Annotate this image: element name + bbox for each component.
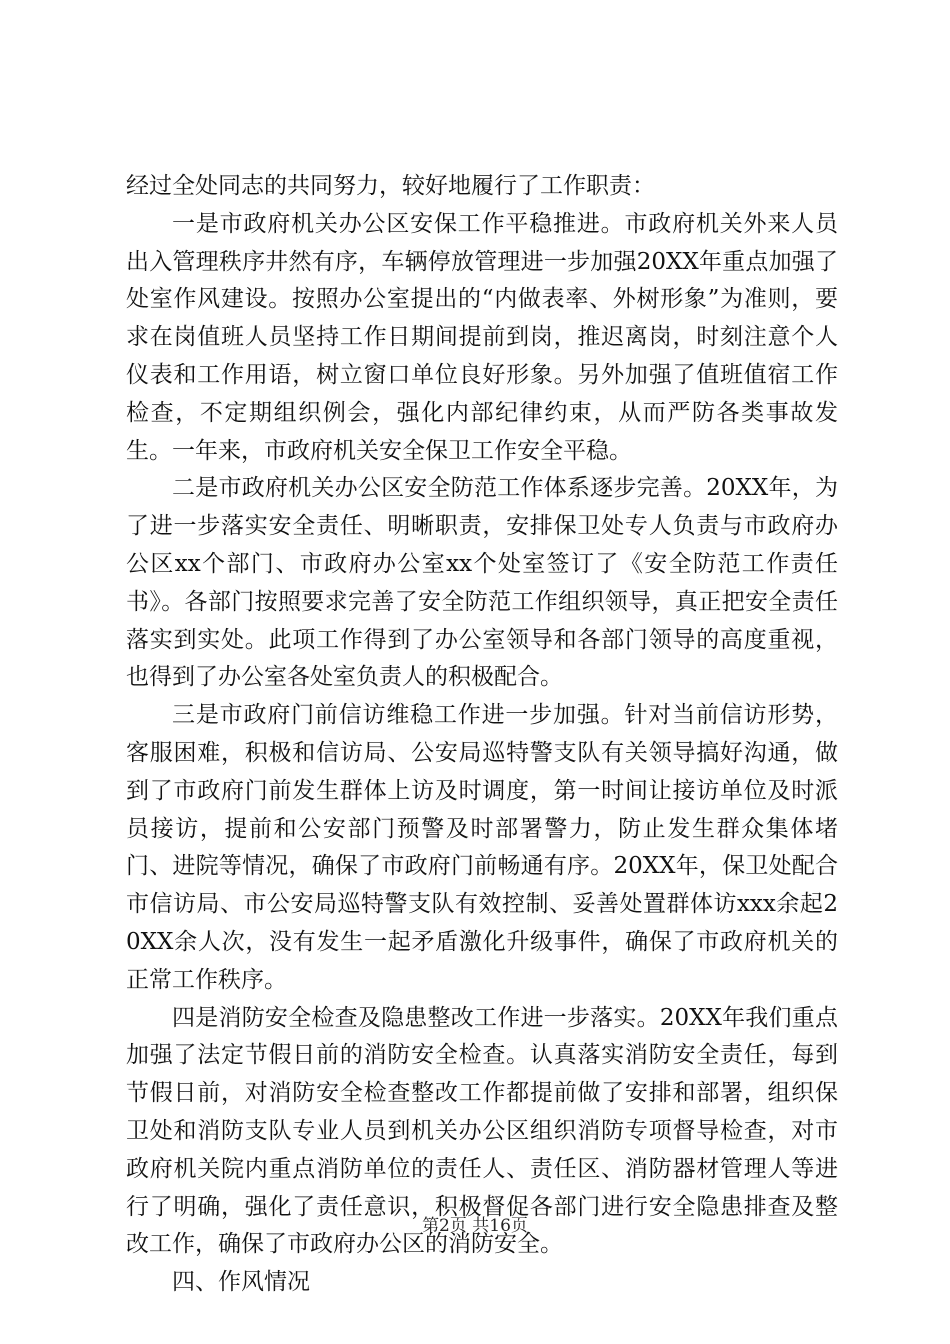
section-heading-work-style: 四、作风情况 (172, 1269, 310, 1296)
paragraph-fire-safety: 四是消防安全检查及隐患整改工作进一步落实。20XX年我们重点加强了法定节假日前的消防安全检查。认真落实消防安全责任，每到节假日前，对消防安全检查整改工作都提前做了安排和部署，组织保卫处和消防支队专业人员到机关办公区组织消防专项督导检查，对市政府机关院内重点消防单位的责任人、责任区、消防器材管理人等进行了明确，强化了责任意识，积极督促各部门进行安全隐患排查及整改工作，确保了市政府办公区的消防安全。 (126, 1004, 838, 1258)
paragraph-petition-stability: 三是市政府门前信访维稳工作进一步加强。针对当前信访形势，客服困难，积极和信访局、公安局巡特警支队有关领导搞好沟通，做到了市政府门前发生群体上访及时调度，第一时间让接访单位及时派员接访，提前和公安部门预警及时部署警力，防止发生群众集体堵门、进院等情况，确保了市政府门前畅通有序。20XX年，保卫处配合市信访局、市公安局巡特警支队有效控制、妥善处置群体访xxx余起20XX余人次，没有发生一起矛盾激化升级事件，确保了市政府机关的正常工作秩序。 (126, 702, 838, 993)
page-number-footer: 第2页 共16页 (422, 1216, 528, 1236)
paragraph-continuation: 经过全处同志的共同努力，较好地履行了工作职责： (126, 173, 655, 199)
document-body (126, 168, 838, 1302)
paragraph-prevention-system: 二是市政府机关办公区安全防范工作体系逐步完善。20XX年，为了进一步落实安全责任、明晰职责，安排保卫处专人负责与市政府办公区xx个部门、市政府办公室xx个处室签订了《安全防范工作责任书》。各部门按照要求完善了安全防范工作组织领导，真正把安全责任落实到实处。此项工作得到了办公室领导和各部门领导的高度重视，也得到了办公室各处室负责人的积极配合。 (126, 475, 838, 691)
paragraph-security-work: 一是市政府机关办公区安保工作平稳推进。市政府机关外来人员出入管理秩序井然有序，车辆停放管理进一步加强20XX年重点加强了处室作风建设。按照办公室提出的“内做表率、外树形象”为准则，要求在岗值班人员坚持工作日期间提前到岗，推迟离岗，时刻注意个人仪表和工作用语，树立窗口单位良好形象。另外加强了值班值宿工作检查，不定期组织例会，强化内部纪律约束，从而严防各类事故发生。一年来，市政府机关安全保卫工作安全平稳。 (126, 210, 838, 464)
